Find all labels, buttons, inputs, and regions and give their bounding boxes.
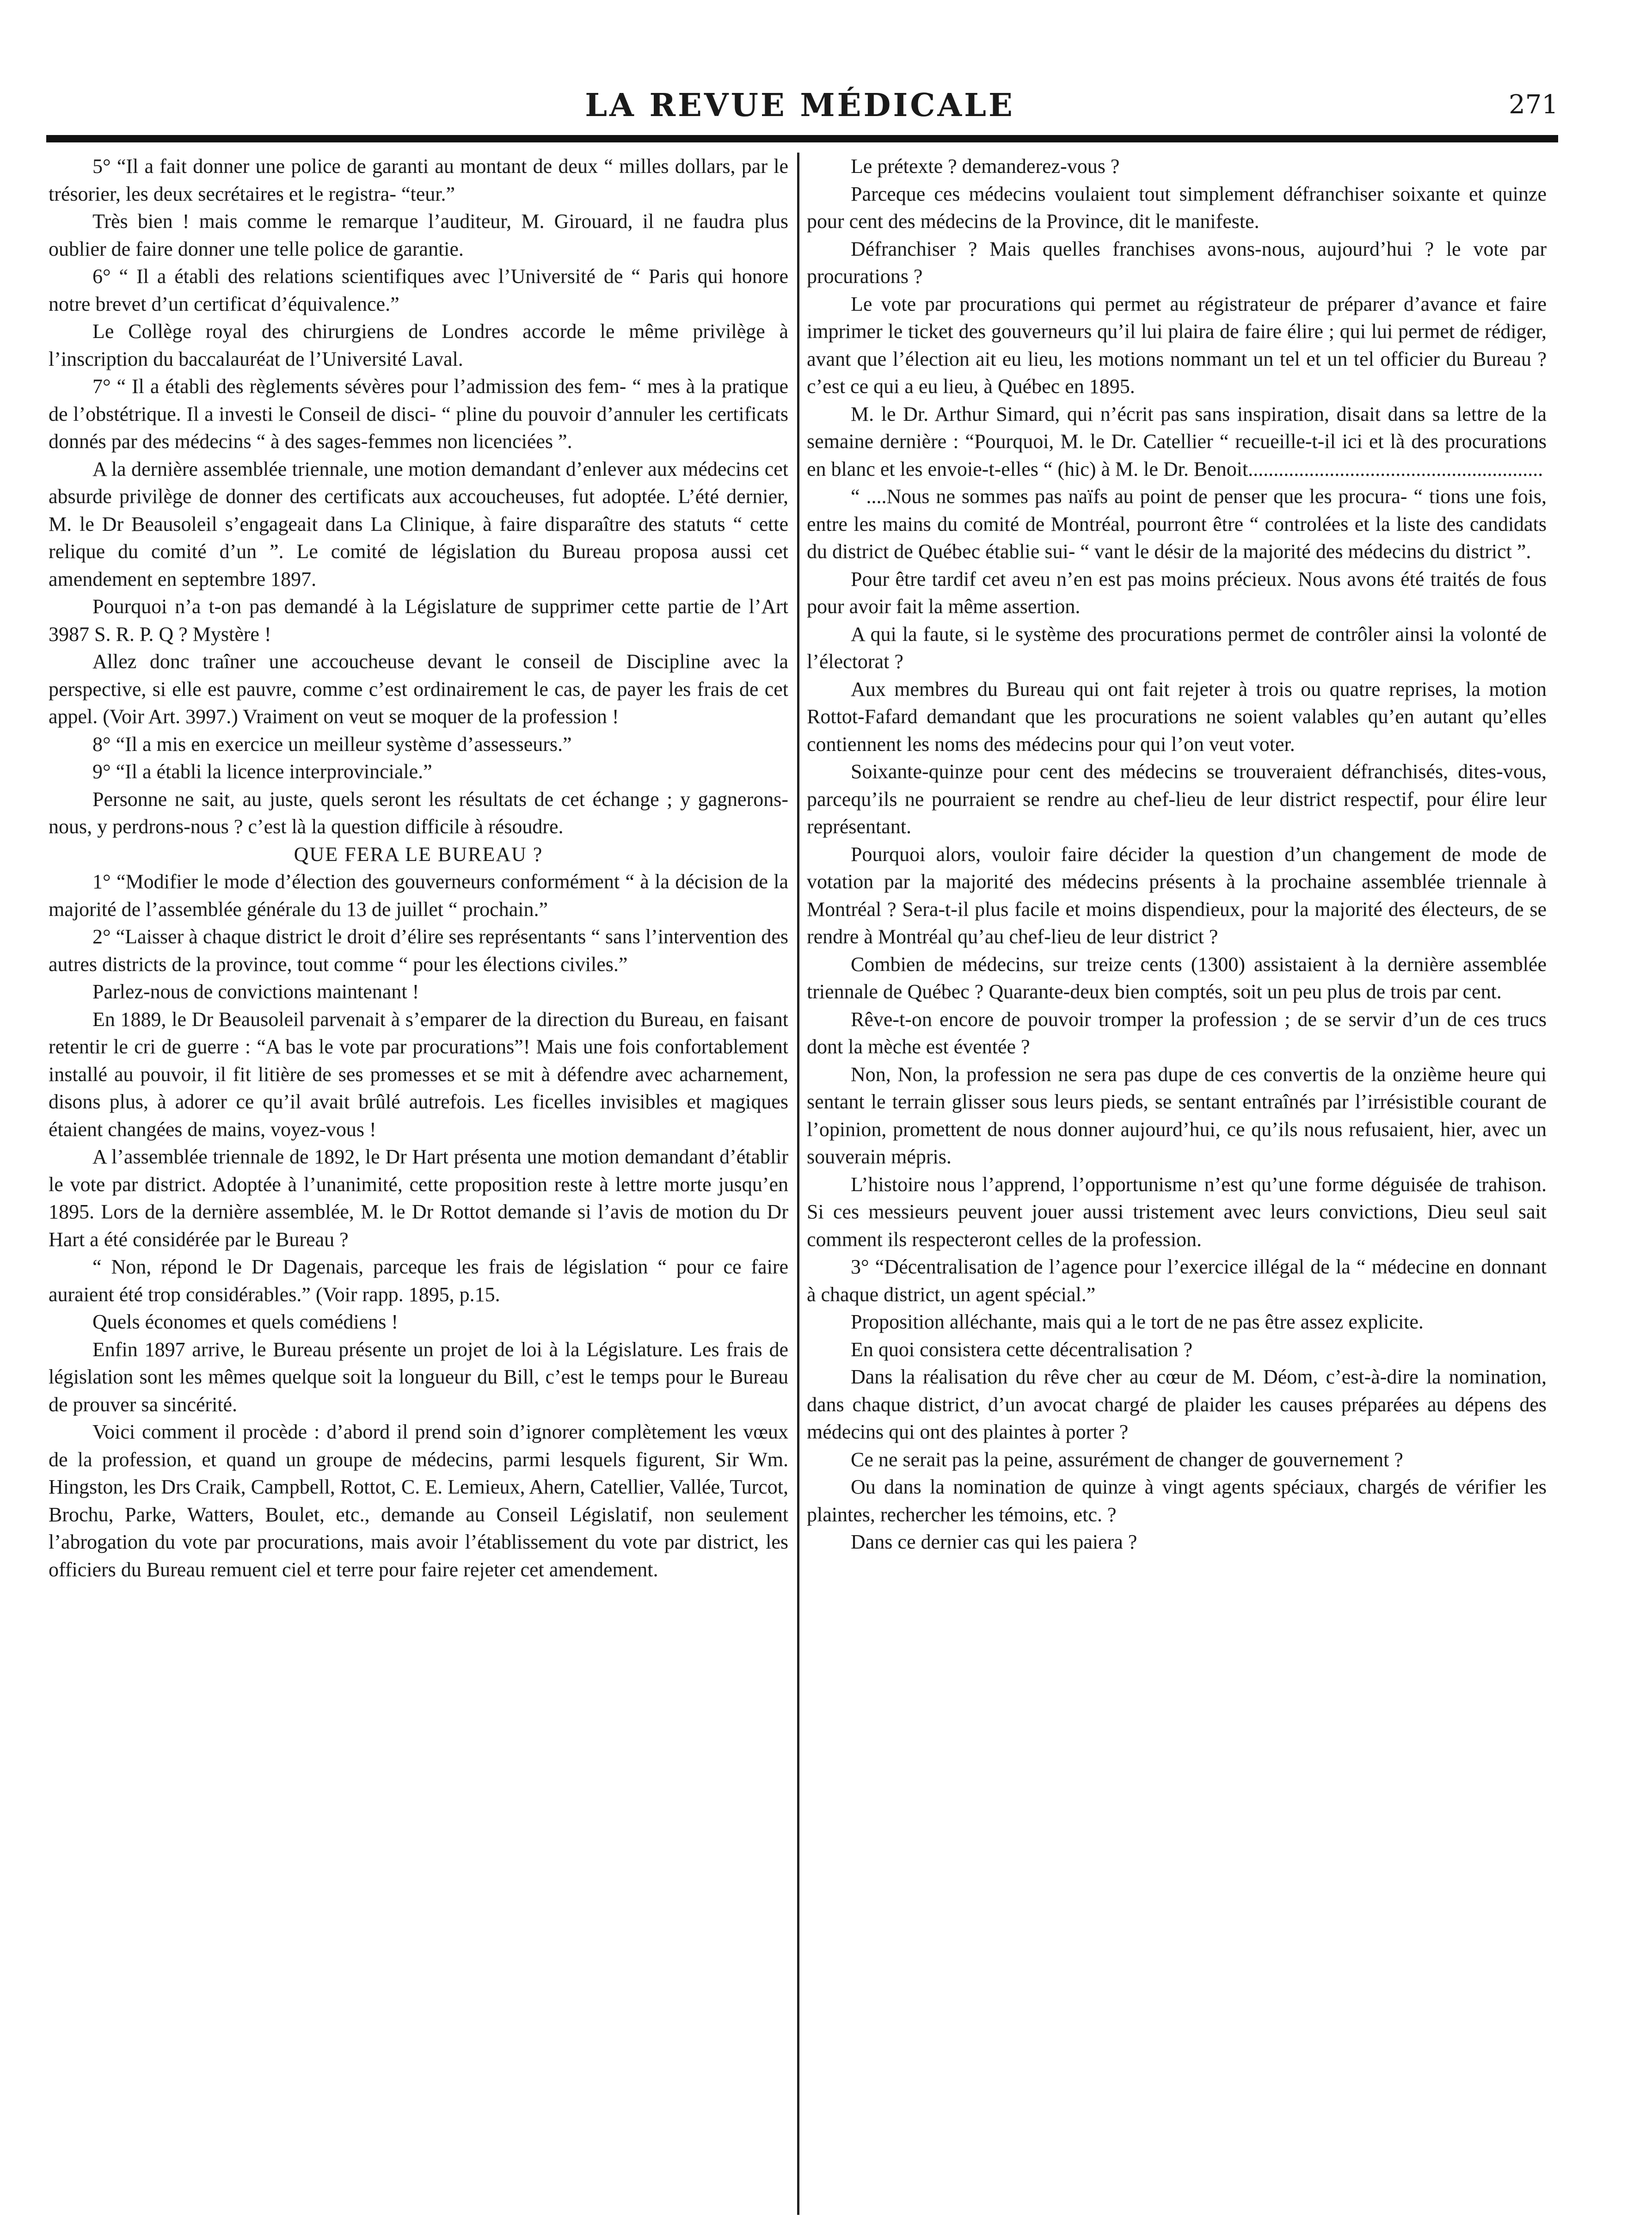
paragraph: Dans ce dernier cas qui les paiera ?: [851, 1531, 1137, 1553]
paragraph: A l’assemblée triennale de 1892, le Dr Hart présenta une motion demandant d’établir le vote par district. Adoptée à l’unanimité, cette proposition reste à lettre morte jusqu’en 1895. Lors de la dernière assemblée, M. le Dr Rottot demande si l’avis de motion du Dr Hart a été considérée par le Bureau ?: [49, 1145, 788, 1251]
right-column: [807, 153, 1547, 1556]
paragraph: A la dernière assemblée triennale, une motion demandant d’enlever aux médecins cet absurde privilège de donner des certificats aux accoucheuses, fut adoptée. L’été dernier, M. le Dr Beausoleil s’engageait dans La Clinique, à faire disparaître des statuts “ cette relique du comité d’un ”. Le comité de législation du Bureau proposa aussi cet amendement en septembre 1897.: [49, 457, 788, 590]
paragraph: 6° “ Il a établi des relations scientifiques avec l’Université de “ Paris qui honore notre brevet d’un certificat d’équivalence.”: [49, 265, 788, 315]
paragraph: En 1889, le Dr Beausoleil parvenait à s’emparer de la direction du Bureau, en faisant retentir le cri de guerre : “A bas le vote par procurations”! Mais une fois confortablement installé au pouvoir, il fit litière de ses promesses et se mit à défendre avec acharnement, disons plus, à adorer ce qu’il avait brûlé autrefois. Les ficelles invisibles et magiques étaient changées de mains, voyez-vous !: [49, 1008, 788, 1141]
paragraph: Voici comment il procède : d’abord il prend soin d’ignorer complètement les vœux de la profession, et quand un groupe de médecins, parmi lesquels figurent, Sir Wm. Hingston, les Drs Craik, Campbell, Rottot, C. E. Lemieux, Ahern, Catellier, Vallée, Turcot, Brochu, Parke, Watters, Boulet, etc., demande au Conseil Législatif, non seulement l’abrogation du vote par procurations, mais avoir l’établissement du vote par district, les officiers du Bureau remuent ciel et terre pour faire rejeter cet amendement.: [49, 1420, 788, 1581]
paragraph: 5° “Il a fait donner une police de garanti au montant de deux “ milles dollars, par le trésorier, les deux secrétaires et le registra- “teur.”: [49, 155, 788, 205]
paragraph: “ Non, répond le Dr Dagenais, parceque les frais de législation “ pour ce faire auraient été trop considérables.” (Voir rapp. 1895, p.15.: [49, 1255, 788, 1306]
paragraph: Personne ne sait, au juste, quels seront les résultats de cet échange ; y gagnerons-nous, y perdrons-nous ? c’est là la question difficile à résoudre.: [49, 787, 788, 838]
paragraph: En quoi consistera cette décentralisation ?: [851, 1338, 1193, 1361]
paragraph: Allez donc traîner une accoucheuse devant le conseil de Discipline avec la perspective, si elle est pauvre, comme c’est ordinairement le cas, de payer les frais de cet appel. (Voir Art. 3997.) Vraiment on veut se moquer de la profession !: [49, 650, 788, 728]
paragraph: Rêve-t-on encore de pouvoir tromper la profession ; de se servir d’un de ces trucs dont la mèche est éventée ?: [807, 1008, 1547, 1058]
page-header: [42, 83, 1558, 134]
paragraph: Non, Non, la profession ne sera pas dupe de ces convertis de la onzième heure qui sentant le terrain glisser sous leurs pieds, se sentant entraînés par l’irrésistible courant de l’opinion, promettent de nous donner aujourd’hui, ce qu’ils nous refusaient, hier, avec un souverain mépris.: [807, 1063, 1547, 1168]
journal-title: LA REVUE MÉDICALE: [585, 87, 1015, 124]
paragraph: “ ....Nous ne sommes pas naïfs au point de penser que les procura- “ tions une fois, entre les mains du comité de Montréal, pourront être “ controlées et la liste des candidats du district de Québec établie sui- “ vant le désir de la majorité des médecins du district ”.: [807, 485, 1547, 563]
header-rule: [46, 135, 1558, 142]
paragraph: Le Collège royal des chirurgiens de Londres accorde le même privilège à l’inscription du baccalauréat de l’Université Laval.: [49, 320, 788, 370]
paragraph: Parceque ces médecins voulaient tout simplement défranchiser soixante et quinze pour cent des médecins de la Province, dit le manifeste.: [807, 182, 1547, 233]
paragraph: 9° “Il a établi la licence interprovinciale.”: [92, 760, 432, 783]
paragraph: Soixante-quinze pour cent des médecins se trouveraient défranchisés, dites-vous, parcequ’ils ne pourraient se rendre au chef-lieu de leur district respectif, pour élire leur représentant.: [807, 760, 1547, 838]
paragraph: Proposition alléchante, mais qui a le tort de ne pas être assez explicite.: [851, 1310, 1424, 1333]
paragraph: A qui la faute, si le système des procurations permet de contrôler ainsi la volonté de l’électorat ?: [807, 622, 1547, 673]
paragraph: Enfin 1897 arrive, le Bureau présente un projet de loi à la Législature. Les frais de législation sont les mêmes quelque soit la longueur du Bill, c’est le temps pour le Bureau de prouver sa sincérité.: [49, 1338, 788, 1416]
left-column: [49, 153, 788, 1583]
paragraph: Le vote par procurations qui permet au régistrateur de préparer d’avance et faire imprimer le ticket des gouverneurs qu’il lui plaira de faire élire ; qui lui permet de rédiger, avant que l’élection ait eu lieu, les motions nommant un tel et un tel officier du Bureau ? c’est ce qui a eu lieu, à Québec en 1895.: [807, 292, 1547, 398]
paragraph: Pour être tardif cet aveu n’en est pas moins précieux. Nous avons été traités de fous pour avoir fait la même assertion.: [807, 567, 1547, 618]
paragraph: Ou dans la nomination de quinze à vingt agents spéciaux, chargés de vérifier les plaintes, rechercher les témoins, etc. ?: [807, 1476, 1547, 1526]
paragraph: 8° “Il a mis en exercice un meilleur système d’assesseurs.”: [92, 732, 572, 756]
page-number: 271: [1509, 90, 1558, 120]
paragraph: Pourquoi alors, vouloir faire décider la question d’un changement de mode de votation par la majorité des médecins présents à la prochaine assemblée triennale à Montréal ? Sera-t-il plus facile et moins dispendieux, pour la majorité des électeurs, de se rendre à Montréal qu’au chef-lieu de leur district ?: [807, 842, 1547, 948]
paragraph: Défranchiser ? Mais quelles franchises avons-nous, aujourd’hui ? le vote par procurations ?: [807, 237, 1547, 288]
paragraph: Ce ne serait pas la peine, assurément de changer de gouvernement ?: [851, 1448, 1403, 1471]
paragraph: L’histoire nous l’apprend, l’opportunisme n’est qu’une forme déguisée de trahison. Si ces messieurs peuvent jouer aussi tristement avec leurs convictions, Dieu seul sait comment ils respecteront celles de la profession.: [807, 1173, 1547, 1251]
paragraph: 2° “Laisser à chaque district le droit d’élire ses représentants “ sans l’intervention des autres districts de la province, tout comme “ pour les élections civiles.”: [49, 925, 788, 976]
paragraph: 3° “Décentralisation de l’agence pour l’exercice illégal de la “ médecine en donnant à chaque district, un agent spécial.”: [807, 1255, 1547, 1306]
paragraph: Aux membres du Bureau qui ont fait rejeter à trois ou quatre reprises, la motion Rottot-Fafard demandant que les procurations ne soient valables qu’en autant qu’elles contiennent les noms des médecins pour qui l’on veut voter.: [807, 677, 1547, 756]
paragraph: Le prétexte ? demanderez-vous ?: [851, 155, 1120, 178]
section-heading: QUE FERA LE BUREAU ?: [294, 842, 543, 866]
paragraph: Très bien ! mais comme le remarque l’auditeur, M. Girouard, il ne faudra plus oublier de faire donner une telle police de garantie.: [49, 210, 788, 260]
paragraph: Combien de médecins, sur treize cents (1300) assistaient à la dernière assemblée triennale de Québec ? Quarante-deux bien comptés, soit un peu plus de trois par cent.: [807, 953, 1547, 1003]
paragraph: M. le Dr. Arthur Simard, qui n’écrit pas sans inspiration, disait dans sa lettre de la semaine dernière : “Pourquoi, M. le Dr. Catellier “ recueille-t-il ici et là des procurations en blanc et les envoie-t-elles “ (hic) à M. le Dr. Benoit..........................................................: [807, 402, 1547, 480]
paragraph: 7° “ Il a établi des règlements sévères pour l’admission des fem- “ mes à la pratique de l’obstétrique. Il a investi le Conseil de disci- “ pline du pouvoir d’annuler les certificats donnés par des médecins “ à des sages-femmes non licenciées ”.: [49, 375, 788, 453]
paragraph: Pourquoi n’a t-on pas demandé à la Législature de supprimer cette partie de l’Art 3987 S. R. P. Q ? Mystère !: [49, 595, 788, 646]
paragraph: Parlez-nous de convictions maintenant !: [92, 980, 419, 1003]
paragraph: Quels économes et quels comédiens !: [92, 1310, 399, 1333]
paragraph: 1° “Modifier le mode d’élection des gouverneurs conformément “ à la décision de la majorité de l’assemblée générale du 13 de juillet “ prochain.”: [49, 870, 788, 921]
column-divider: [797, 153, 799, 2215]
paragraph: Dans la réalisation du rêve cher au cœur de M. Déom, c’est-à-dire la nomination, dans chaque district, d’un avocat chargé de plaider les causes préparées au dépens des médecins qui ont des plaintes à porter ?: [807, 1365, 1547, 1443]
